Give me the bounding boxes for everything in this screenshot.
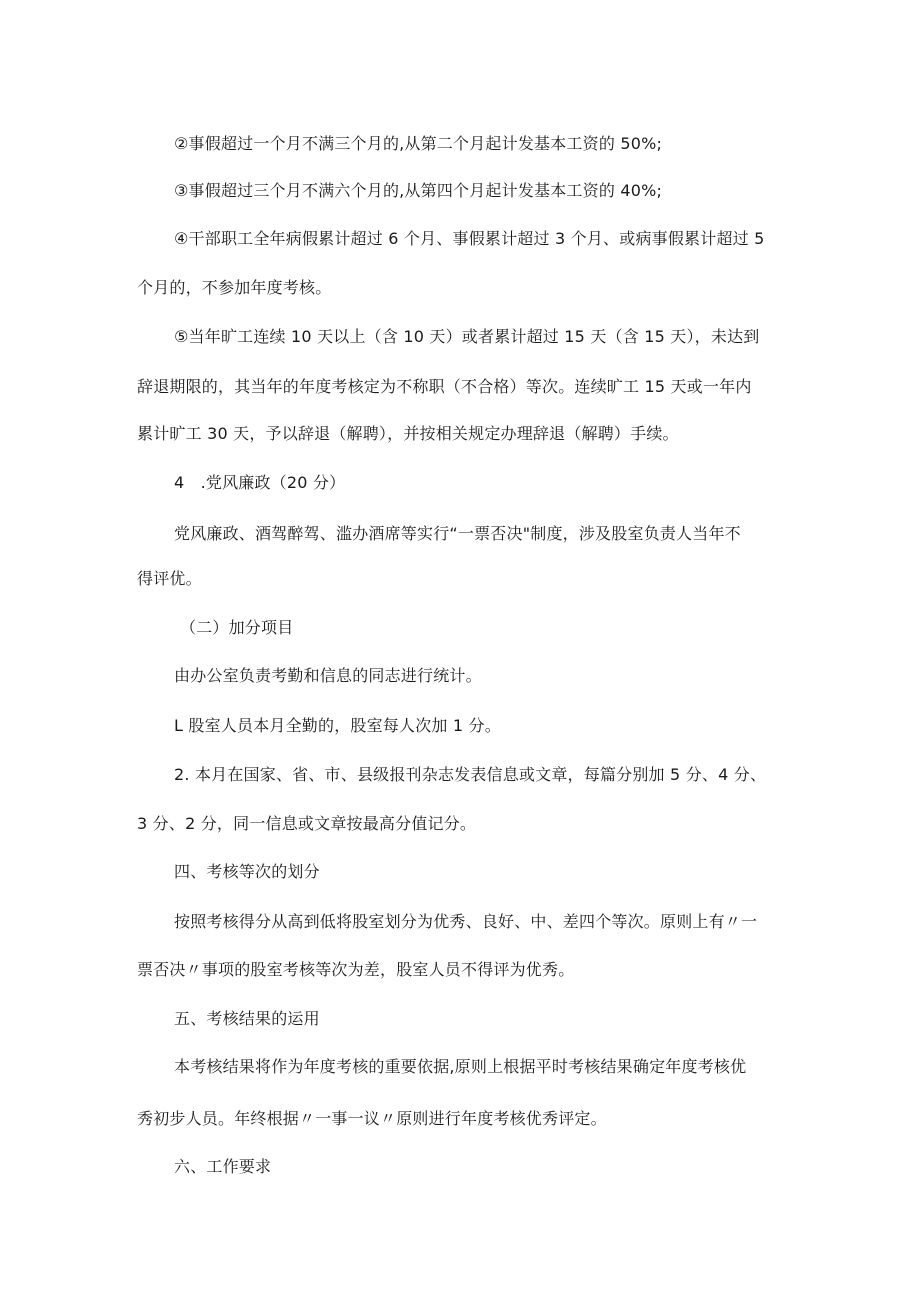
section-heading-4th: 四、考核等次的划分 [174, 862, 320, 881]
para-line-15: 票否决〃事项的股室考核等次为差，股室人员不得评为优秀。 [137, 960, 575, 979]
para-line-11: L 股室人员本月全勤的，股室每人次加 1 分。 [174, 716, 501, 735]
para-line-14: 按照考核得分从高到低将股室划分为优秀、良好、中、差四个等次。原则上有〃一 [174, 912, 758, 931]
para-line-3: ④干部职工全年病假累计超过 6 个月、事假累计超过 3 个月、或病事假累计超过 5 [174, 229, 765, 248]
para-line-16: 本考核结果将作为年度考核的重要依据,原则上根据平时考核结果确定年度考核优 [174, 1057, 747, 1076]
para-line-9: 得评优。 [137, 569, 202, 588]
section-heading-bonus: （二）加分项目 [180, 618, 294, 637]
para-line-2: ③事假超过三个月不满六个月的,从第四个月起计发基本工资的 40%; [174, 181, 663, 200]
para-line-13: 3 分、2 分，同一信息或文章按最高分值记分。 [137, 814, 477, 833]
section-heading-6th: 六、工作要求 [174, 1157, 272, 1176]
para-line-5: ⑤当年旷工连续 10 天以上（含 10 天）或者累计超过 15 天（含 15 天），未达到 [174, 327, 760, 346]
para-line-6: 辞退期限的，其当年的年度考核定为不称职（不合格）等次。连续旷工 15 天或一年内 [137, 377, 752, 396]
para-line-10: 由办公室负责考勤和信息的同志进行统计。 [174, 666, 482, 685]
section-heading-4: 4 .党风廉政（20 分） [174, 473, 346, 492]
para-line-17: 秀初步人员。年终根据〃一事一议〃原则进行年度考核优秀评定。 [137, 1109, 607, 1128]
para-line-1: ②事假超过一个月不满三个月的,从第二个月起计发基本工资的 50%; [174, 134, 663, 153]
para-line-12: 2. 本月在国家、省、市、县级报刊杂志发表信息或文章，每篇分别加 5 分、4 分、 [174, 765, 767, 784]
para-line-4: 个月的，不参加年度考核。 [137, 278, 332, 297]
section-heading-5th: 五、考核结果的运用 [174, 1009, 320, 1028]
para-line-8: 党风廉政、酒驾醉驾、滥办酒席等实行“一票否决"制度，涉及股室负责人当年不 [174, 524, 741, 543]
para-line-7: 累计旷工 30 天，予以辞退（解聘），并按相关规定办理辞退（解聘）手续。 [137, 424, 679, 443]
